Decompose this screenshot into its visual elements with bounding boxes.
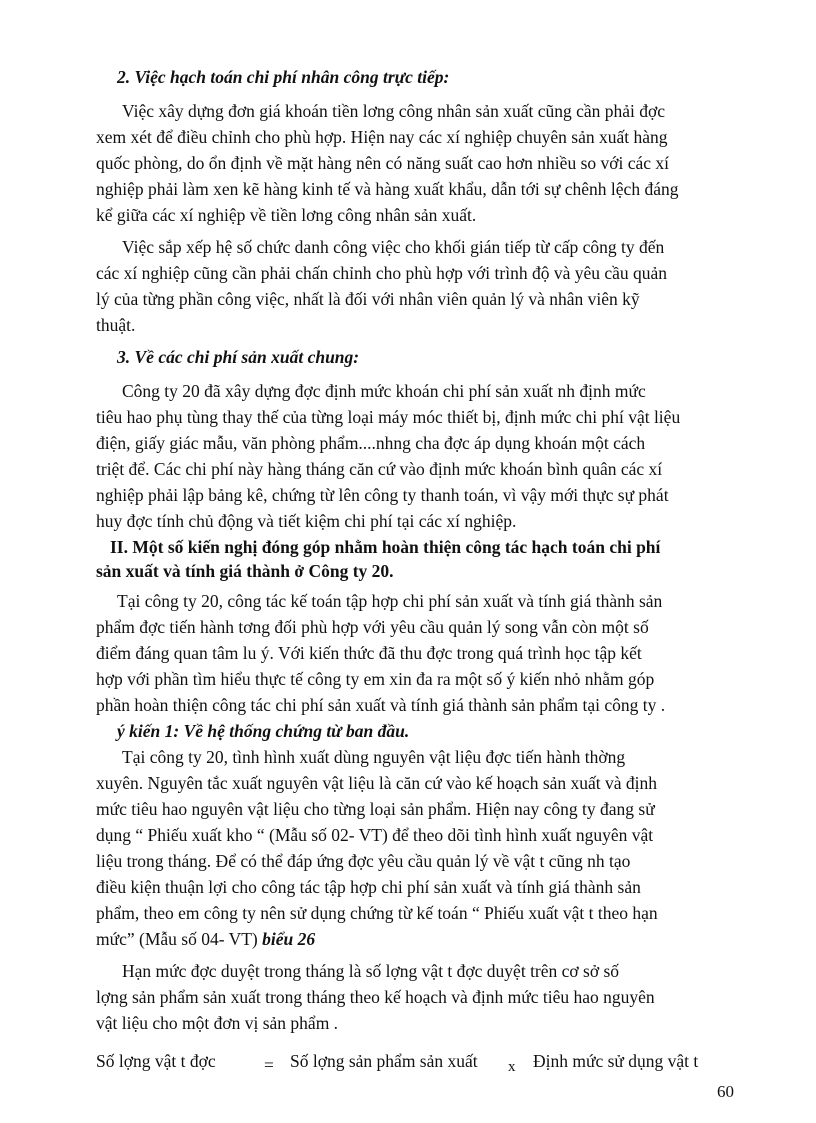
formula-term-2: Định mức sử dụng vật t (533, 1051, 699, 1071)
paragraph-line: lý của từng phần công việc, nhất là đối với nhân viên quản lý và nhân viên kỹ (96, 289, 640, 309)
formula-lhs: Số lợng vật t đợc (96, 1051, 216, 1071)
paragraph-line: thuật. (96, 315, 136, 335)
page-number: 60 (717, 1082, 734, 1101)
paragraph-line: triệt để. Các chi phí này hàng tháng căn cứ vào định mức khoán bình quân các xí (96, 459, 663, 479)
paragraph-line: phẩm đợc tiến hành tơng đối phù hợp với yêu cầu quản lý song vẫn còn một số (96, 617, 649, 637)
paragraph-line: kể giữa các xí nghiệp về tiền lơng công nhân sản xuất. (96, 205, 477, 225)
paragraph-line: Công ty 20 đã xây dựng đợc định mức khoán chi phí sản xuất nh định mức (122, 381, 646, 401)
paragraph-line: liệu trong tháng. Để có thể đáp ứng đợc yêu cầu quản lý về vật t cũng nh tạo (96, 851, 631, 871)
paragraph-line: mức tiêu hao nguyên vật liệu cho từng loại sản phẩm. Hiện nay công ty đang sử (96, 799, 655, 819)
paragraph-line: điện, giấy giác mẫu, văn phòng phẩm....nhng cha đợc áp dụng khoán một cách (96, 433, 646, 453)
paragraph-line: lợng sản phẩm sản xuất trong tháng theo kế hoạch và định mức tiêu hao nguyên (96, 987, 655, 1007)
formula-times: x (508, 1059, 516, 1075)
paragraph-text: mức” (Mẫu số 04- VT) (96, 929, 263, 949)
section-3-heading: 3. Về các chi phí sản xuất chung: (117, 347, 360, 367)
paragraph-line: tiêu hao phụ tùng thay thế của từng loại máy móc thiết bị, định mức chi phí vật liệu (96, 407, 681, 427)
section-2-heading: 2. Việc hạch toán chi phí nhân công trực tiếp: (117, 67, 450, 87)
paragraph-line: vật liệu cho một đơn vị sản phẩm . (96, 1013, 339, 1033)
paragraph-line: điều kiện thuận lợi cho công tác tập hợp chi phí sản xuất và tính giá thành sản (96, 877, 641, 897)
paragraph-line: dụng “ Phiếu xuất kho “ (Mẫu số 02- VT) để theo dõi tình hình xuất nguyên vật (96, 825, 654, 845)
paragraph-line: phần hoàn thiện công tác chi phí sản xuất và tính giá thành sản phẩm tại công ty . (96, 695, 666, 715)
paragraph-line: quốc phòng, do ổn định về mặt hàng nên có năng suất cao hơn nhiều so với các xí (96, 153, 670, 173)
opinion-1-heading: ý kiến 1: Về hệ thống chứng từ ban đầu. (117, 721, 410, 741)
paragraph-line: Hạn mức đợc duyệt trong tháng là số lợng vật t đợc duyệt trên cơ sở số (122, 961, 620, 981)
paragraph-line: huy đợc tính chủ động và tiết kiệm chi phí tại các xí nghiệp. (96, 511, 517, 531)
figure-reference: biểu 26 (262, 929, 316, 949)
paragraph-line: Việc xây dựng đơn giá khoán tiền lơng công nhân sản xuất cũng cần phải đợc (122, 101, 666, 121)
paragraph-line: điểm đáng quan tâm lu ý. Với kiến thức đã thu đợc trong quá trình học tập kết (96, 643, 642, 663)
paragraph-line: Tại công ty 20, công tác kế toán tập hợp chi phí sản xuất và tính giá thành sản (117, 591, 663, 611)
paragraph-line: phẩm, theo em công ty nên sử dụng chứng từ kế toán “ Phiếu xuất vật t theo hạn (96, 903, 658, 923)
section-ii-heading-cont: sản xuất và tính giá thành ở Công ty 20. (96, 561, 394, 581)
paragraph-line: hợp với phần tìm hiểu thực tế công ty em xin đa ra một số ý kiến nhỏ nhằm góp (96, 669, 655, 689)
paragraph-line: nghiệp phải lập bảng kê, chứng từ lên công ty thanh toán, vì vậy mới thực sự phát (96, 485, 669, 505)
paragraph-line: xuyên. Nguyên tắc xuất nguyên vật liệu là căn cứ vào kế hoạch sản xuất và định (96, 773, 658, 793)
formula-term-1: Số lợng sản phẩm sản xuất (290, 1051, 478, 1071)
formula-equals: = (264, 1055, 274, 1075)
paragraph-line-with-reference (96, 928, 315, 950)
paragraph-line: xem xét để điều chỉnh cho phù hợp. Hiện nay các xí nghiệp chuyên sản xuất hàng (96, 127, 668, 147)
paragraph-line: các xí nghiệp cũng cần phải chấn chỉnh cho phù hợp với trình độ và yêu cầu quản (96, 263, 668, 283)
section-ii-heading: II. Một số kiến nghị đóng góp nhằm hoàn thiện công tác hạch toán chi phí (110, 537, 661, 557)
paragraph-line: nghiệp phải làm xen kẽ hàng kinh tế và hàng xuất khẩu, dẫn tới sự chênh lệch đáng (96, 179, 679, 199)
paragraph-line: Việc sắp xếp hệ số chức danh công việc cho khối gián tiếp từ cấp công ty đến (122, 237, 665, 257)
paragraph-line: Tại công ty 20, tình hình xuất dùng nguyên vật liệu đợc tiến hành thờng (122, 747, 626, 767)
